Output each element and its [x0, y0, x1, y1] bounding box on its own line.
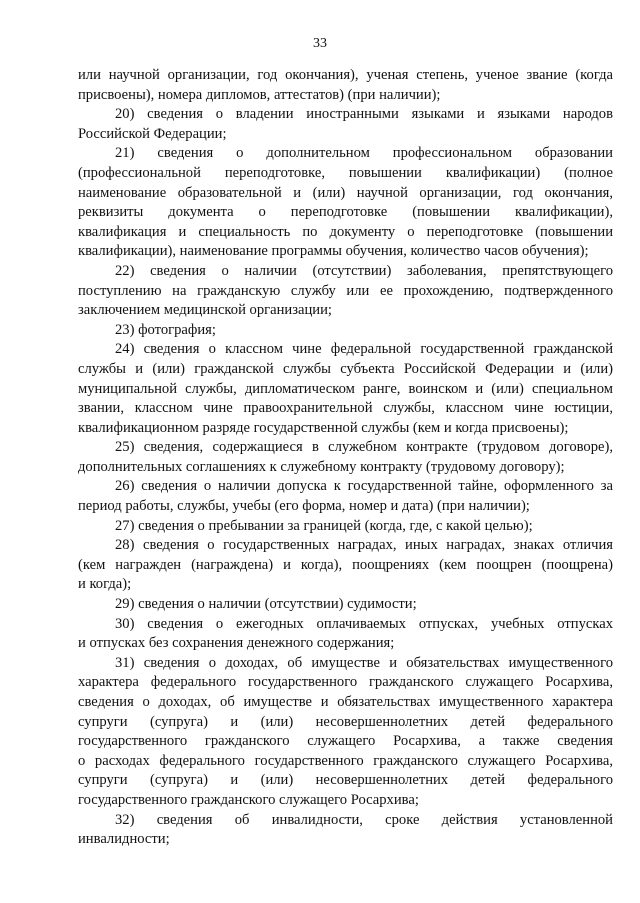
text-line: 27) сведения о пребывании за границей (когда, где, с какой целью); [115, 517, 533, 534]
text-line: государственного гражданского служащего Росархива; [78, 791, 419, 808]
document-body [78, 66, 613, 850]
text-line: (кем награжден (награждена) и когда), поощрениях (кем поощрен (поощрена) [78, 556, 613, 573]
text-line: заключением медицинской организации; [78, 302, 332, 319]
text-line: и когда); [78, 576, 132, 593]
text-line: 24) сведения о классном чине федеральной государственной гражданской [115, 341, 613, 358]
text-line: 32) сведения об инвалидности, сроке действия установленной [115, 811, 613, 828]
text-line: период работы, службы, учебы (его форма, номер и дата) (при наличии); [78, 498, 530, 515]
text-line: 31) сведения о доходах, об имуществе и обязательствах имущественного [115, 654, 613, 671]
text-line: сведения о доходах, об имуществе и обязательствах имущественного характера [78, 694, 613, 710]
text-line: супруги (супруга) и (или) несовершеннолетних детей федерального [78, 713, 613, 730]
text-line: службы и (или) гражданской службы субъекта Российской Федерации и (или) [78, 360, 613, 377]
text-line: 30) сведения о ежегодных оплачиваемых отпусках, учебных отпусках [115, 615, 613, 632]
text-line: или научной организации, год окончания), ученая степень, ученое звание (когда [78, 67, 613, 83]
text-line: и отпусках без сохранения денежного содержания; [78, 635, 395, 652]
text-line: инвалидности; [78, 831, 170, 848]
text-line: государственного гражданского служащего Росархива, а также сведения [78, 733, 613, 750]
text-line: муниципальной службы, дипломатическом ранге, воинском и (или) специальном [78, 380, 613, 397]
text-line: квалификации), наименование программы обучения, количество часов обучения); [78, 243, 589, 260]
text-line: звании, классном чине правоохранительной службы, классном чине юстиции, [78, 400, 613, 417]
text-line: 23) фотография; [115, 321, 216, 338]
text-line: 29) сведения о наличии (отсутствии) судимости; [115, 596, 417, 613]
text-line: квалификационном разряде государственной службы (кем и когда присвоены); [78, 419, 569, 436]
text-line: супруги (супруга) и (или) несовершеннолетних детей федерального [78, 772, 613, 789]
text-line: 25) сведения, содержащиеся в служебном контракте (трудовом договоре), [115, 439, 613, 456]
page-number: 33 [313, 36, 327, 51]
text-line: наименование образовательной и (или) научной организации, год окончания, [78, 184, 613, 201]
text-line: 26) сведения о наличии допуска к государственной тайне, оформленного за [115, 478, 613, 495]
text-line: 22) сведения о наличии (отсутствии) заболевания, препятствующего [115, 262, 613, 279]
text-line: (профессиональной переподготовке, повышении квалификации) (полное [78, 164, 613, 181]
text-line: 28) сведения о государственных наградах, иных наградах, знаках отличия [115, 537, 613, 554]
text-line: квалификация и специальность по документу о переподготовке (повышении [78, 223, 613, 240]
text-line: 20) сведения о владении иностранными языками и языками народов [115, 106, 613, 123]
text-line: поступлению на гражданскую службу или ее прохождению, подтвержденного [78, 282, 613, 299]
text-line: Российской Федерации; [78, 125, 227, 142]
text-line: 21) сведения о дополнительном профессиональном образовании [115, 145, 613, 162]
text-line: о расходах федерального государственного гражданского служащего Росархива, [78, 752, 613, 769]
text-line: присвоены), номера дипломов, аттестатов) (при наличии); [78, 86, 441, 103]
text-line: характера федерального государственного гражданского служащего Росархива, [78, 674, 613, 691]
text-line: дополнительных соглашениях к служебному контракту (трудовому договору); [78, 458, 565, 475]
text-line: реквизиты документа о переподготовке (повышении квалификации), [78, 204, 613, 221]
